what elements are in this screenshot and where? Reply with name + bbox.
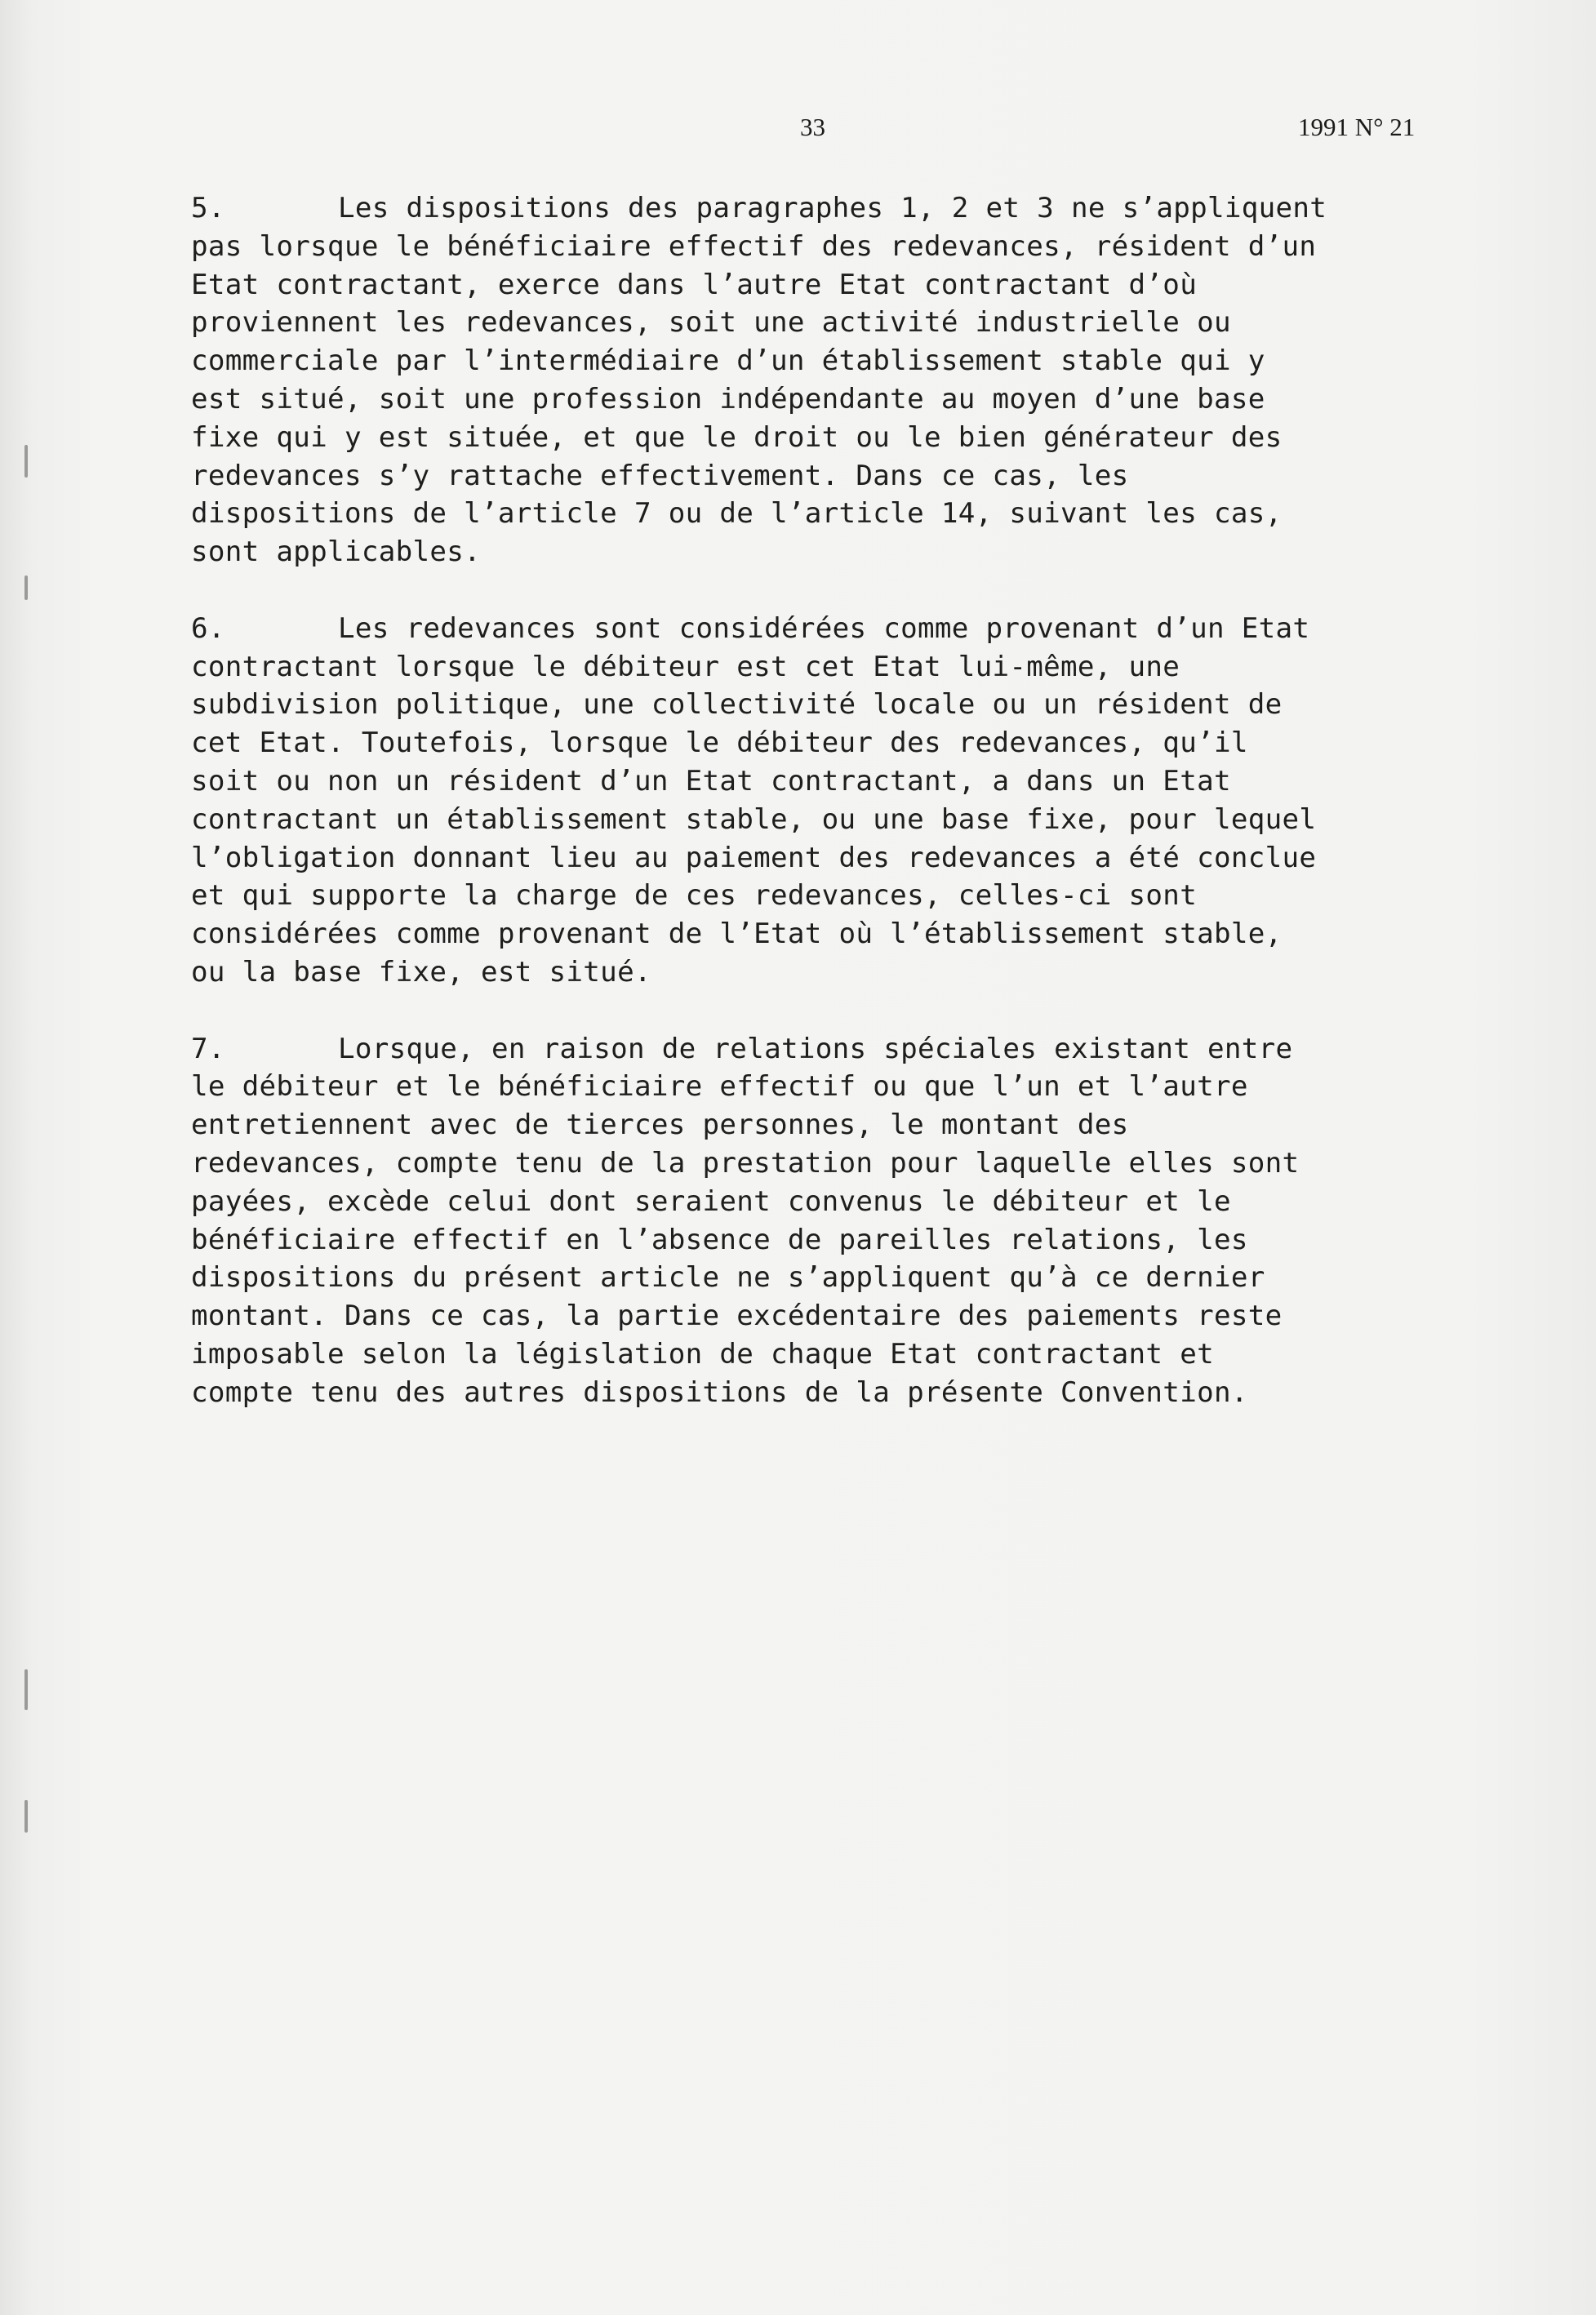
text-line: dispositions du présent article ne s’appliquent qu’à ce dernier: [191, 1261, 1265, 1295]
text-line: contractant lorsque le débiteur est cet Etat lui-même, une: [191, 650, 1180, 683]
text-line: proviennent les redevances, soit une activité industrielle ou: [191, 306, 1231, 340]
text-line: entretiennent avec de tierces personnes, le montant des: [191, 1109, 1129, 1142]
paragraph-5: [191, 189, 1465, 571]
text-line: montant. Dans ce cas, la partie excédentaire des paiements reste: [191, 1300, 1283, 1333]
text-line: dispositions de l’article 7 ou de l’article 14, suivant les cas,: [191, 497, 1283, 531]
paragraph-number: 7.: [191, 1032, 225, 1065]
text-line: cet Etat. Toutefois, lorsque le débiteur des redevances, qu’il: [191, 726, 1248, 760]
text-line-content: Lorsque, en raison de relations spéciales existant entre: [338, 1032, 1293, 1065]
binding-mark: [24, 575, 28, 600]
paragraph-7: [191, 1030, 1465, 1412]
text-line: pas lorsque le bénéficiaire effectif des redevances, résident d’un: [191, 229, 1317, 263]
page-header: [0, 113, 1596, 145]
text-line: ou la base fixe, est situé.: [191, 955, 651, 989]
text-line: compte tenu des autres dispositions de la présente Convention.: [191, 1375, 1248, 1409]
text-line: contractant un établissement stable, ou une base fixe, pour lequel: [191, 802, 1317, 836]
binding-mark: [24, 1800, 28, 1833]
text-line: et qui supporte la charge de ces redevances, celles-ci sont: [191, 879, 1198, 913]
text-line: imposable selon la législation de chaque Etat contractant et: [191, 1337, 1214, 1371]
text-line: redevances s’y rattache effectivement. Dans ce cas, les: [191, 459, 1129, 492]
binding-mark: [24, 1669, 28, 1710]
paragraph-number: 6.: [191, 611, 225, 645]
text-line: l’obligation donnant lieu au paiement des redevances a été conclue: [191, 841, 1317, 874]
text-line: bénéficiaire effectif en l’absence de pareilles relations, les: [191, 1223, 1248, 1256]
text-line: considérées comme provenant de l’Etat où l’établissement stable,: [191, 918, 1283, 951]
document-reference: 1991 N° 21: [1298, 113, 1416, 141]
text-line: [191, 1030, 1465, 1069]
text-line: sont applicables.: [191, 535, 482, 569]
paragraph-6: [191, 610, 1465, 992]
binding-mark: [24, 445, 28, 478]
text-line-content: Les redevances sont considérées comme provenant d’un Etat: [338, 611, 1310, 645]
text-line: Etat contractant, exerce dans l’autre Etat contractant d’où: [191, 268, 1198, 301]
text-line: [191, 189, 1465, 228]
text-line: subdivision politique, une collectivité locale ou un résident de: [191, 688, 1283, 722]
text-line: soit ou non un résident d’un Etat contractant, a dans un Etat: [191, 764, 1231, 798]
text-line: payées, excède celui dont seraient convenus le débiteur et le: [191, 1184, 1231, 1218]
text-line: est situé, soit une profession indépendante au moyen d’une base: [191, 382, 1265, 415]
text-line: fixe qui y est située, et que le droit ou le bien générateur des: [191, 420, 1283, 454]
paragraph-number: 5.: [191, 192, 225, 224]
text-line-content: Les dispositions des paragraphes 1, 2 et 3 ne s’appliquent: [338, 192, 1327, 224]
document-body: [191, 189, 1465, 1450]
page-number: 33: [800, 113, 825, 141]
text-line: le débiteur et le bénéficiaire effectif ou que l’un et l’autre: [191, 1070, 1248, 1104]
text-line: commerciale par l’intermédiaire d’un établissement stable qui y: [191, 344, 1265, 378]
text-line: [191, 610, 1465, 648]
text-line: redevances, compte tenu de la prestation pour laquelle elles sont: [191, 1146, 1300, 1180]
